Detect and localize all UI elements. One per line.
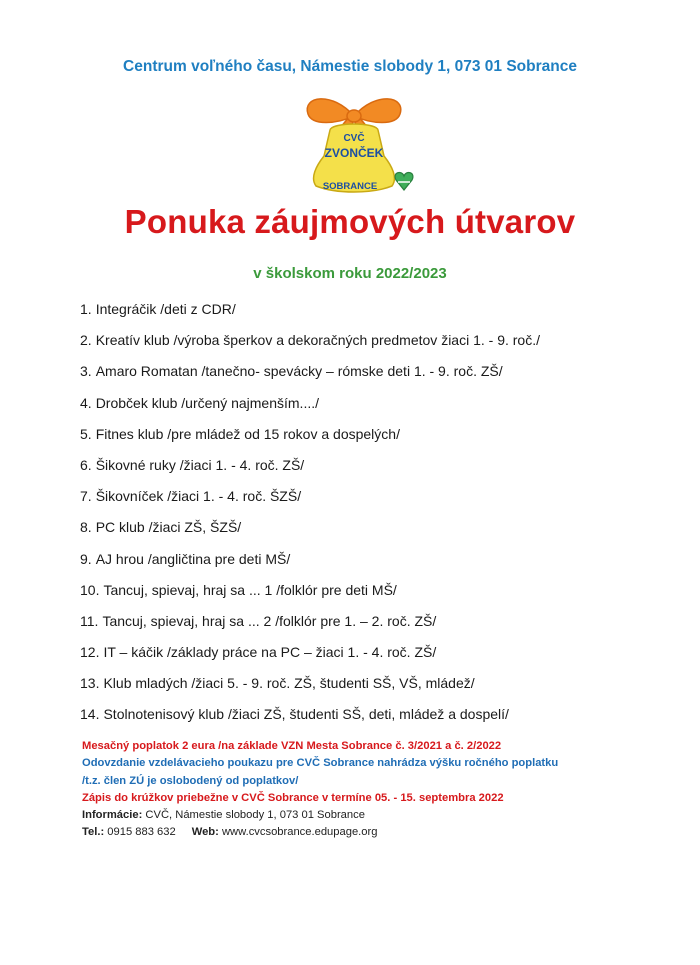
item-number: 12. <box>80 644 100 661</box>
item-text: Kreatív klub /výroba šperkov a dekoračných predmetov žiaci 1. - 9. roč./ <box>95 332 540 349</box>
tel-value: 0915 883 632 <box>104 826 176 839</box>
item-number: 4. <box>80 394 92 411</box>
item-text: PC klub /žiaci ZŠ, ŠZŠ/ <box>95 519 242 536</box>
list-item <box>80 454 690 485</box>
item-text: Tancuj, spievaj, hraj sa ... 1 /folklór pre deti MŠ/ <box>103 581 397 598</box>
item-number: 10. <box>80 581 100 598</box>
info-label: Informácie: <box>82 809 143 822</box>
address-header: Centrum voľného času, Námestie slobody 1, 073 01 Sobrance <box>123 58 577 75</box>
item-number: 14. <box>80 706 100 723</box>
footer-info <box>82 738 682 842</box>
item-text: IT – káčik /základy práce na PC – žiaci 1. - 4. roč. ZŠ/ <box>103 644 437 661</box>
item-text: Integráčik /deti z CDR/ <box>95 301 236 317</box>
list-item <box>80 392 690 423</box>
info-line <box>82 807 682 824</box>
list-item <box>80 516 690 547</box>
item-text: Stolnotenisový klub /žiaci ZŠ, študenti SŠ, deti, mládež a dospelí/ <box>103 706 509 723</box>
item-text: Amaro Romatan /tanečno- spevácky – rómske deti 1. - 9. roč. ZŠ/ <box>95 363 503 380</box>
list-item <box>80 329 690 360</box>
school-year-subtitle: v školskom roku 2022/2023 <box>253 265 447 282</box>
item-text: Tancuj, spievaj, hraj sa ... 2 /folklór pre 1. – 2. roč. ZŠ/ <box>102 612 437 629</box>
web-value: www.cvcsobrance.edupage.org <box>218 826 378 839</box>
contact-line <box>82 824 682 841</box>
item-number: 2. <box>80 332 92 349</box>
item-text: Šikovné ruky /žiaci 1. - 4. roč. ZŠ/ <box>95 456 305 473</box>
list-item <box>80 423 690 454</box>
item-number: 1. <box>80 301 92 317</box>
list-item <box>80 548 690 579</box>
list-item <box>80 610 690 641</box>
web-label: Web: <box>191 826 219 839</box>
logo-top-text: CVČ <box>343 133 365 144</box>
item-number: 6. <box>80 456 92 473</box>
item-text: AJ hrou /angličtina pre deti MŠ/ <box>95 550 291 567</box>
voucher-note-line1: Odovzdanie vzdelávacieho poukazu pre CVČ Sobrance nahrádza výšku ročného poplatku <box>82 757 559 770</box>
list-item <box>80 485 690 516</box>
item-number: 7. <box>80 488 92 505</box>
list-item <box>80 703 690 734</box>
item-number: 11. <box>80 612 99 629</box>
list-item <box>80 672 690 703</box>
item-text: Klub mladých /žiaci 5. - 9. roč. ZŠ, študenti SŠ, VŠ, mládež/ <box>103 675 475 692</box>
voucher-note-line2: /t.z. člen ZÚ je oslobodený od poplatkov/ <box>82 774 299 787</box>
item-text: Drobček klub /určený najmenším..../ <box>95 394 319 411</box>
list-item <box>80 298 690 329</box>
item-number: 3. <box>80 363 92 380</box>
enrollment-note: Zápis do krúžkov priebežne v CVČ Sobrance v termíne 05. - 15. septembra 2022 <box>82 791 504 804</box>
item-number: 8. <box>80 519 92 536</box>
activity-list <box>80 298 690 735</box>
fee-note: Mesačný poplatok 2 eura /na základe VZN Mesta Sobrance č. 3/2021 a č. 2/2022 <box>82 740 502 752</box>
item-number: 13. <box>80 675 100 692</box>
main-title: Ponuka záujmových útvarov <box>124 203 576 240</box>
logo-bottom-text: SOBRANCE <box>322 181 378 192</box>
item-number: 9. <box>80 550 92 567</box>
list-item <box>80 360 690 391</box>
zvoncek-logo <box>292 86 417 204</box>
logo-name-text: ZVONČEK <box>324 146 384 160</box>
tel-label: Tel.: <box>82 826 105 839</box>
item-number: 5. <box>80 425 92 442</box>
item-text: Šikovníček /žiaci 1. - 4. roč. ŠZŠ/ <box>95 488 302 505</box>
info-value: CVČ, Námestie slobody 1, 073 01 Sobrance <box>142 809 365 822</box>
list-item <box>80 641 690 672</box>
item-text: Fitnes klub /pre mládež od 15 rokov a dospelých/ <box>95 425 400 442</box>
list-item <box>80 579 690 610</box>
